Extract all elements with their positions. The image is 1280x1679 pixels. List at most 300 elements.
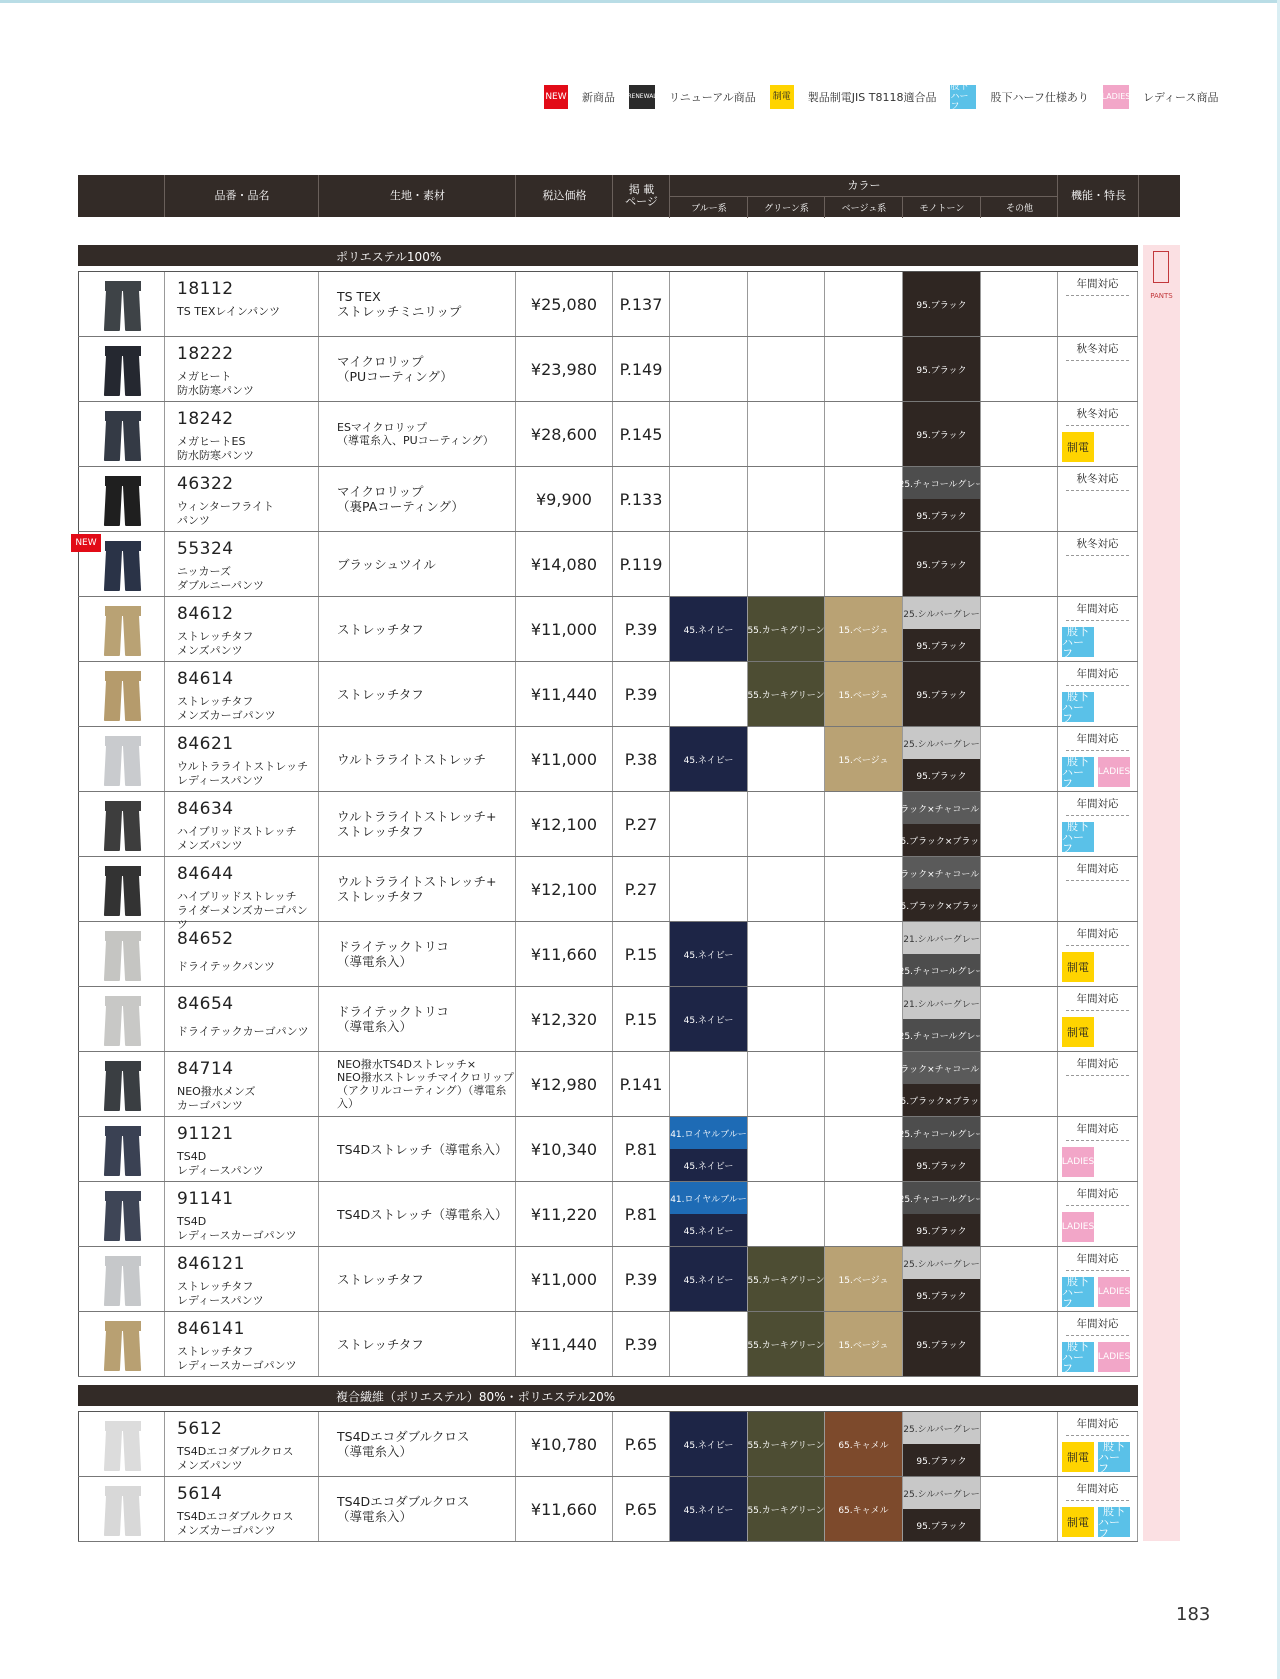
page-ref: P.27 [624,880,658,899]
product-name: ハイブリッドストレッチ メンズパンツ [177,825,297,852]
price-cell [515,1052,612,1116]
page-ref: P.81 [624,1205,658,1224]
price-cell [515,272,612,336]
feature-badge-lad: LADIES [1062,1147,1094,1177]
product-name: ニッカーズ ダブルニーパンツ [177,565,265,592]
season-label: 年間対応 [1076,993,1119,1005]
color-swatch: 95.ブラック [903,662,980,726]
feature-cell [1057,922,1138,986]
pants-thumbnail [105,801,141,851]
product-name-cell [164,1412,318,1476]
divider [1066,1075,1129,1076]
color-cell-green [747,662,824,726]
page-ref: P.15 [624,1010,658,1029]
legend-badge-sei: 制電 [770,85,794,109]
price-cell [515,532,612,596]
feature-badge-sei: 制電 [1062,1442,1094,1472]
pants-shape [104,484,122,526]
color-cell-green [747,792,824,856]
pants-shape [123,1429,141,1471]
color-swatch: 41.ロイヤルブルー [670,1182,747,1214]
pants-shape [104,809,122,851]
pants-shape [104,289,122,331]
pants-shape [104,1199,122,1241]
price-text: ¥25,080 [530,295,598,314]
product-name: ウルトラライトストレッチ レディースパンツ [177,760,309,787]
color-swatch: 95.ブラック [903,1312,980,1376]
price-text: ¥12,100 [530,815,598,834]
divider [1066,815,1129,816]
color-cell-green [747,337,824,401]
pants-shape [123,1329,141,1371]
color-swatch: 41.ロイヤルブルー [670,1117,747,1149]
pants-shape [123,744,141,786]
pants-shape [123,484,141,526]
product-name: ストレッチタフ レディースパンツ [177,1280,264,1307]
feature-badge-mat: 股下 ハーフ [1062,627,1094,657]
legend-label: レディース商品 [1142,91,1219,104]
page-ref: P.39 [624,685,658,704]
color-cell-beige [824,597,902,661]
page-cell [612,1247,669,1311]
color-cell-other [980,922,1057,986]
color-cell-mono [902,727,980,791]
color-swatch: 45.ネイビー [670,727,747,791]
color-cell-green [747,402,824,466]
pants-shape [123,939,141,981]
pants-shape [123,1494,141,1536]
product-name: ストレッチタフ レディースカーゴパンツ [177,1345,297,1372]
product-name-cell [164,402,318,466]
divider [1066,555,1129,556]
table-row [78,1412,1138,1477]
product-name: ドライテックカーゴパンツ [177,1025,309,1038]
material-cell [318,467,515,531]
color-cell-other [980,272,1057,336]
color-cell-other [980,987,1057,1051]
feature-cell [1057,1412,1138,1476]
header-blue: ブルー系 [669,196,748,218]
color-swatch: 95.ブラック [903,759,980,791]
color-cell-other [980,337,1057,401]
top-rule [0,0,1280,3]
feature-cell [1057,662,1138,726]
product-code: 846121 [177,1254,245,1274]
product-image-cell [78,1117,164,1181]
color-cell-beige [824,402,902,466]
feature-cell [1057,1182,1138,1246]
page-ref: P.39 [624,1335,658,1354]
feature-badge-mat: 股下 ハーフ [1098,1442,1130,1472]
color-cell-beige [824,532,902,596]
material-text: ドライテックトリコ （導電糸入） [337,939,449,969]
product-name-cell [164,1182,318,1246]
divider [1066,490,1129,491]
color-cell-other [980,1412,1057,1476]
material-cell [318,857,515,921]
material-text: TS4Dエコダブルクロス （導電糸入） [337,1494,470,1524]
material-cell [318,792,515,856]
feature-badge-lad: LADIES [1062,1212,1094,1242]
color-cell-other [980,1117,1057,1181]
color-swatch: 45.ネイビー [670,922,747,986]
pants-thumbnail [105,1256,141,1306]
material-cell [318,1412,515,1476]
price-text: ¥14,080 [530,555,598,574]
color-cell-other [980,662,1057,726]
table-row [78,402,1138,467]
header-name: 品番・品名 [164,175,319,217]
price-text: ¥11,440 [530,1335,598,1354]
season-label: 年間対応 [1076,863,1119,875]
pants-thumbnail [105,476,141,526]
pants-shape [104,679,122,721]
pants-thumbnail [105,1421,141,1471]
page-cell [612,662,669,726]
color-cell-mono [902,532,980,596]
color-cell-other [980,1182,1057,1246]
color-cell-other [980,1312,1057,1376]
color-cell-beige [824,1412,902,1476]
color-cell-mono [876,857,1007,921]
table-row [78,1117,1138,1182]
price-cell [515,727,612,791]
header-mono: モノトーン [902,196,981,218]
season-label: 年間対応 [1076,1483,1119,1495]
price-text: ¥11,660 [530,945,598,964]
season-label: 年間対応 [1076,1418,1119,1430]
color-cell-blue [669,1182,747,1246]
material-cell [318,532,515,596]
material-text: TS TEX ストレッチミニリップ [337,289,462,319]
color-cell-beige [824,1312,902,1376]
header-beige: ベージュ系 [824,196,903,218]
price-cell [515,597,612,661]
price-cell [515,467,612,531]
divider [1066,945,1129,946]
color-cell-mono [902,1312,980,1376]
color-cell-beige [824,467,902,531]
product-code: 18222 [177,344,234,364]
color-swatch: 55.カーキグリーン [748,1247,824,1311]
color-swatch: 95.ブラック [903,629,980,661]
product-name-cell [164,597,318,661]
color-cell-beige [824,337,902,401]
color-swatch: 95.ブラック×ブラック [903,889,980,921]
product-name: ドライテックパンツ [177,960,276,973]
material-text: TS4Dエコダブルクロス （導電糸入） [337,1429,470,1459]
pants-shape [104,874,122,916]
pants-thumbnail [105,671,141,721]
product-name: TS4Dエコダブルクロス メンズパンツ [177,1445,294,1472]
table-row [78,1182,1138,1247]
product-name-cell [164,1247,318,1311]
material-cell [318,337,515,401]
product-name-cell [164,1052,318,1116]
color-cell-mono [902,662,980,726]
color-swatch: 15.ベージュ [825,597,902,661]
sidebar-label: PANTS [1150,292,1173,300]
color-cell-mono [902,1477,980,1541]
feature-cell [1057,337,1138,401]
product-code: 5612 [177,1419,223,1439]
material-text: ESマイクロリップ （導電糸入、PUコーティング） [337,421,494,447]
color-swatch: 25.チャコールグレー [903,954,980,986]
color-swatch: 95.ブラック [903,1214,980,1246]
material-cell [318,597,515,661]
season-label: 年間対応 [1076,1253,1119,1265]
divider [1066,1140,1129,1141]
color-swatch: 15.ベージュ [825,1312,902,1376]
pants-shape [104,354,122,396]
color-swatch: 92.ブラック×チャコールグレー [903,1052,980,1084]
color-swatch: 25.チャコールグレー [903,467,980,499]
page-number: 183 [1176,1604,1211,1625]
product-code: 84652 [177,929,234,949]
color-cell-mono [902,337,980,401]
color-cell-beige [824,922,902,986]
page-ref: P.39 [624,620,658,639]
product-code: 55324 [177,539,234,559]
color-swatch: 55.カーキグリーン [748,597,824,661]
color-cell-mono [902,402,980,466]
pants-shape [123,614,141,656]
product-name: TS4Dエコダブルクロス メンズカーゴパンツ [177,1510,294,1537]
product-name: TS TEXレインパンツ [177,305,281,318]
pants-thumbnail [105,606,141,656]
pants-shape [123,1004,141,1046]
feature-cell [1057,1117,1138,1181]
page-ref: P.27 [624,815,658,834]
feature-cell [1057,467,1138,531]
page-ref: P.65 [624,1435,658,1454]
legend [544,84,1233,110]
feature-cell [1057,727,1138,791]
price-text: ¥12,100 [530,880,598,899]
material-text: ストレッチタフ [337,621,424,637]
pants-shape [123,354,141,396]
page-ref: P.145 [619,425,663,444]
page-cell [612,272,669,336]
pants-shape [123,549,141,591]
color-swatch: 65.キャメル [825,1412,902,1476]
color-cell-beige [824,1182,902,1246]
page-ref: P.39 [624,1270,658,1289]
product-name-cell [164,792,318,856]
price-cell [515,857,612,921]
color-cell-mono [902,1412,980,1476]
season-label: 年間対応 [1076,668,1119,680]
legend-badge-lad: LADIES [1103,85,1129,109]
price-cell [515,987,612,1051]
feature-cell [1057,1247,1138,1311]
product-image-cell [78,792,164,856]
pants-thumbnail [105,411,141,461]
price-cell [515,1312,612,1376]
pants-shape [104,549,122,591]
price-text: ¥11,220 [530,1205,598,1224]
divider [1066,1010,1129,1011]
new-badge: NEW [71,534,101,552]
table-row [78,662,1138,727]
product-table-2 [78,1411,1138,1542]
header-price: 税込価格 [515,175,613,217]
pants-shape [104,1069,122,1111]
page-cell [612,1182,669,1246]
product-image-cell [78,402,164,466]
product-name: NEO撥水メンズ カーゴパンツ [177,1085,256,1112]
page-cell [612,1052,669,1116]
product-name-cell [164,987,318,1051]
section-composite [78,1385,1138,1406]
pants-shape [104,1329,122,1371]
product-image-cell [78,857,164,921]
color-cell-other [980,597,1057,661]
product-image-cell [78,467,164,531]
color-swatch: 95.ブラック [903,337,980,401]
divider [1066,360,1129,361]
color-cell-blue [669,1052,747,1116]
header-side-col [1138,175,1181,217]
color-swatch: 45.ネイビー [670,1477,747,1541]
feature-badge-lad: LADIES [1098,757,1130,787]
color-cell-green [747,727,824,791]
feature-cell [1057,792,1138,856]
table-row [78,597,1138,662]
page-ref: P.133 [619,490,663,509]
pants-thumbnail [105,1191,141,1241]
divider [1066,880,1129,881]
color-cell-mono [902,597,980,661]
page-ref: P.137 [619,295,663,314]
feature-badge-lad: LADIES [1098,1342,1130,1372]
product-image-cell [75,532,164,596]
price-text: ¥11,000 [530,620,598,639]
material-text: TS4Dストレッチ（導電糸入） [337,1206,508,1222]
color-swatch: 15.ベージュ [825,727,902,791]
price-text: ¥11,660 [530,1500,598,1519]
color-cell-blue [669,1312,747,1376]
divider [1066,425,1129,426]
table-row [78,337,1138,402]
product-image-cell [78,662,164,726]
color-cell-mono [898,1117,985,1181]
pants-shape [123,1134,141,1176]
legend-label: 製品制電JIS T8118適合品 [807,91,937,104]
pants-shape [104,939,122,981]
product-code: 84612 [177,604,234,624]
pants-shape [123,1264,141,1306]
color-swatch: 45.ネイビー [670,1214,747,1246]
feature-cell [1057,1052,1138,1116]
price-cell [515,1412,612,1476]
page-cell [612,532,669,596]
color-cell-blue [669,467,747,531]
product-image-cell [78,597,164,661]
page-ref: P.149 [619,360,663,379]
page-ref: P.141 [619,1075,663,1094]
table-header [78,175,1180,217]
product-image-cell [78,1052,164,1116]
feature-badge-mat: 股下 ハーフ [1062,1342,1094,1372]
color-swatch: 25.シルバーグレー [903,1247,980,1279]
product-code: 91141 [177,1189,234,1209]
color-cell-green [747,1052,824,1116]
page-cell [612,402,669,466]
color-cell-green [747,1182,824,1246]
product-name-cell [164,337,318,401]
pants-shape [104,1134,122,1176]
legend-item [950,82,1089,112]
product-name: ストレッチタフ メンズパンツ [177,630,254,657]
season-label: 年間対応 [1076,928,1119,940]
pants-thumbnail [105,996,141,1046]
page-cell [612,727,669,791]
product-name-cell [164,467,318,531]
pants-shape [104,1494,122,1536]
material-text: ウルトラライトストレッチ [337,751,487,767]
pants-thumbnail [105,541,141,591]
product-table-1 [75,271,1138,1377]
color-cell-beige [824,727,902,791]
legend-label: 股下ハーフ仕様あり [990,91,1089,104]
section-title: 複合繊維（ポリエステル）80%・ポリエステル20% [336,1390,616,1404]
season-label: 秋冬対応 [1076,408,1119,420]
color-swatch: 55.カーキグリーン [748,1412,824,1476]
table-row [78,1312,1138,1377]
season-label: 秋冬対応 [1076,538,1119,550]
season-label: 秋冬対応 [1076,473,1119,485]
color-swatch: 95.ブラック [903,402,980,466]
color-cell-other [980,1477,1057,1541]
page-cell [612,922,669,986]
product-code: 84621 [177,734,234,754]
section-title: ポリエステル100% [336,250,442,264]
season-label: 年間対応 [1076,798,1119,810]
color-cell-green [747,467,824,531]
color-swatch: 95.ブラック [903,1509,980,1541]
product-name: ウィンターフライト パンツ [177,500,275,527]
material-text: ストレッチタフ [337,1271,424,1287]
material-text: NEO撥水TS4Dストレッチ× NEO撥水ストレッチマイクロリップ （アクリルコーティング）（導電糸入） [337,1058,514,1110]
price-text: ¥11,000 [530,750,598,769]
product-name-cell [164,1312,318,1376]
color-cell-green [747,532,824,596]
pants-shape [123,809,141,851]
divider [1066,1270,1129,1271]
color-swatch: 25.シルバーグレー [903,1477,980,1509]
season-label: 年間対応 [1076,603,1119,615]
color-cell-blue [669,1412,747,1476]
table-row [78,792,1138,857]
pants-thumbnail [105,1061,141,1111]
product-code: 846141 [177,1319,245,1339]
product-code: 18112 [177,279,234,299]
product-code: 5614 [177,1484,223,1504]
product-image-cell [78,1247,164,1311]
price-text: ¥23,980 [530,360,598,379]
color-swatch: 45.ネイビー [670,1412,747,1476]
color-cell-blue [669,337,747,401]
table-row [78,1247,1138,1312]
material-cell [318,922,515,986]
product-image-cell [78,1182,164,1246]
section-polyester-100 [78,245,1138,266]
material-cell [318,1477,515,1541]
feature-badge-sei: 制電 [1062,432,1094,462]
page-cell [612,1477,669,1541]
color-cell-other [980,402,1057,466]
